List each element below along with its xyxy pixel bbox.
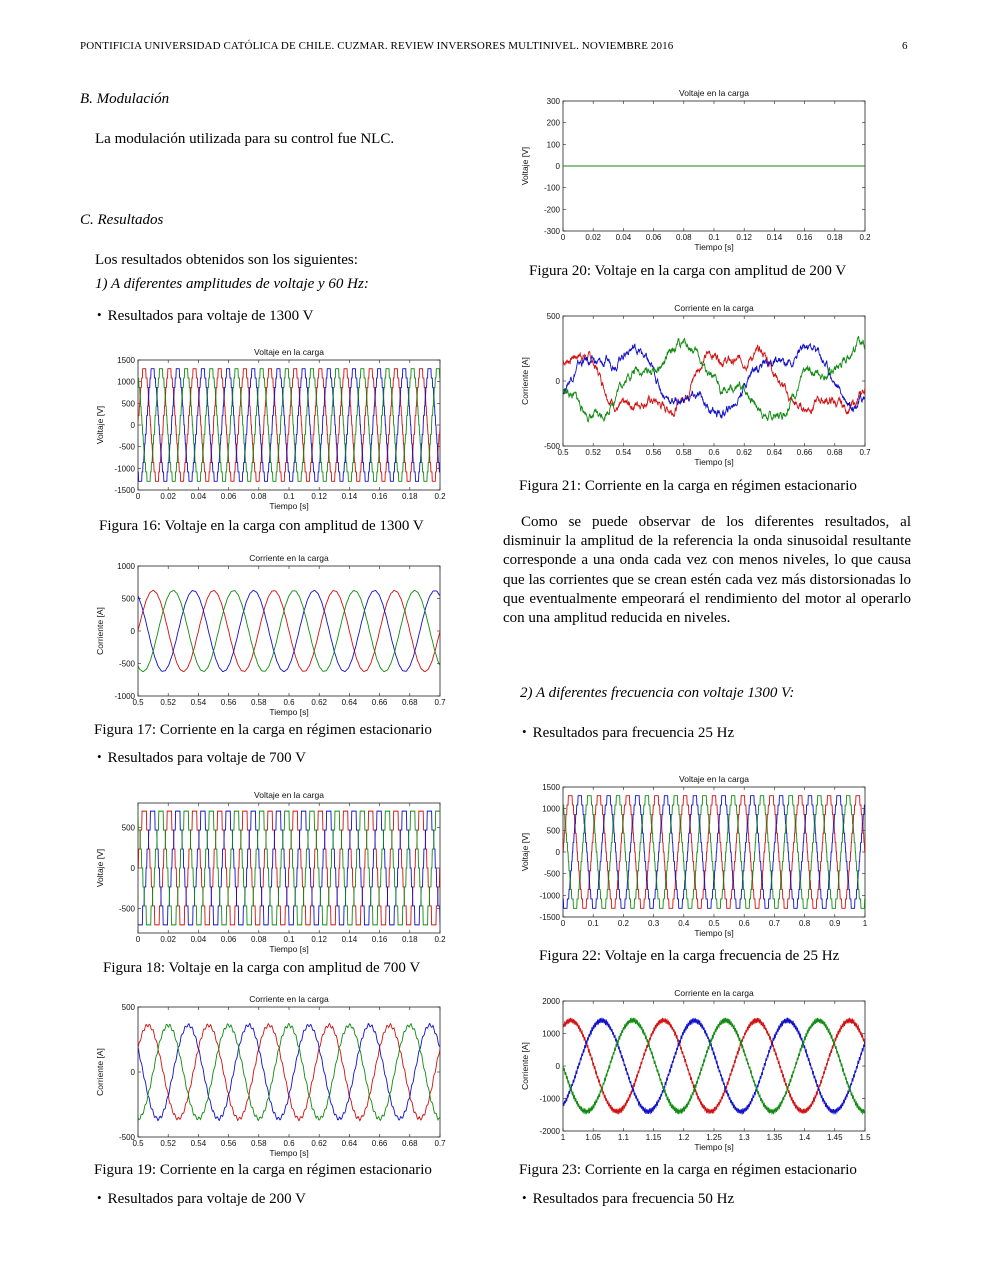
y-tick-label: -1000 — [539, 1094, 560, 1104]
chart-title: Voltaje en la carga — [679, 88, 749, 98]
x-tick-label: 0.6 — [283, 1139, 295, 1148]
x-tick-label: 0 — [135, 935, 141, 944]
caption-fig17: Figura 17: Corriente en la carga en régimen estacionario — [94, 722, 432, 738]
caption-fig16: Figura 16: Voltaje en la carga con amplitud de 1300 V — [99, 518, 424, 534]
x-tick-label: 0.7 — [768, 919, 780, 928]
plot-frame — [563, 316, 865, 446]
x-tick-label: 0.56 — [645, 448, 662, 457]
y-tick-label: 2000 — [542, 997, 560, 1006]
caption-fig22: Figura 22: Voltaje en la carga frecuencia de 25 Hz — [539, 948, 840, 964]
chart-title: Corriente en la carga — [249, 994, 329, 1004]
x-tick-label: 0.16 — [371, 492, 388, 501]
y-tick-label: -1000 — [114, 464, 135, 474]
y-tick-label: 500 — [546, 826, 560, 836]
y-axis-label: Voltaje [V] — [520, 832, 530, 872]
caption-fig23: Figura 23: Corriente en la carga en régimen estacionario — [519, 1162, 857, 1178]
x-tick-label: 0.5 — [557, 448, 569, 457]
y-tick-label: 1000 — [117, 377, 135, 387]
y-axis-label: Voltaje [V] — [95, 405, 105, 445]
x-tick-label: 0.1 — [587, 919, 599, 928]
x-tick-label: 0.52 — [585, 448, 601, 457]
plot-frame — [563, 787, 865, 917]
x-tick-label: 0.08 — [251, 492, 267, 501]
caption-fig18: Figura 18: Voltaje en la carga con amplitud de 700 V — [103, 960, 421, 976]
x-tick-label: 0.6 — [708, 448, 720, 457]
modulation-text: La modulación utilizada para su control fue NLC. — [95, 131, 395, 147]
y-tick-label: 300 — [546, 97, 560, 106]
y-tick-label: 0 — [130, 421, 135, 430]
x-tick-label: 0.7 — [859, 448, 871, 457]
chart-title: Corriente en la carga — [249, 553, 329, 563]
x-tick-label: 0.66 — [796, 448, 813, 457]
x-tick-label: 0.2 — [434, 492, 446, 501]
bullet-1300v: • Resultados para voltaje de 1300 V — [97, 308, 314, 325]
y-tick-label: 500 — [121, 823, 135, 833]
x-tick-label: 0.6 — [738, 919, 750, 928]
x-tick-label: 0.08 — [676, 233, 692, 242]
x-tick-label: 0.06 — [645, 233, 662, 242]
x-tick-label: 0.6 — [283, 698, 295, 707]
x-tick-label: 0 — [560, 233, 566, 242]
x-axis-label: Tiempo [s] — [269, 1148, 309, 1158]
y-axis-label: Corriente [A] — [520, 1042, 530, 1090]
x-tick-label: 0.52 — [160, 698, 176, 707]
y-tick-label: 500 — [546, 312, 560, 321]
x-tick-label: 0.54 — [190, 1139, 207, 1148]
x-axis-label: Tiempo [s] — [694, 457, 734, 467]
section-b-heading: B. Modulación — [80, 91, 170, 107]
x-tick-label: 0.68 — [402, 1139, 418, 1148]
figure-17 — [95, 549, 455, 715]
x-tick-label: 0.14 — [341, 935, 358, 944]
x-tick-label: 0.52 — [160, 1139, 176, 1148]
x-tick-label: 0.54 — [190, 698, 207, 707]
x-tick-label: 0.58 — [676, 448, 692, 457]
x-tick-label: 1.4 — [799, 1133, 811, 1142]
y-tick-label: 0 — [130, 627, 135, 636]
x-tick-label: 0.1 — [708, 233, 720, 242]
y-tick-label: 100 — [546, 140, 560, 150]
x-tick-label: 0.04 — [190, 935, 207, 944]
y-tick-label: 1500 — [117, 356, 135, 365]
x-tick-label: 0.62 — [311, 698, 327, 707]
y-tick-label: 1000 — [117, 562, 135, 571]
x-tick-label: 0.12 — [736, 233, 752, 242]
y-tick-label: -500 — [543, 869, 560, 879]
caption-fig20: Figura 20: Voltaje en la carga con amplitud de 200 V — [529, 263, 847, 279]
x-tick-label: 0.02 — [160, 492, 176, 501]
x-axis-label: Tiempo [s] — [269, 707, 309, 717]
section-c-heading: C. Resultados — [80, 212, 164, 228]
x-tick-label: 0 — [135, 492, 141, 501]
y-axis-label: Corriente [A] — [520, 357, 530, 405]
x-tick-label: 0.04 — [190, 492, 207, 501]
x-axis-label: Tiempo [s] — [269, 501, 309, 511]
chart-title: Voltaje en la carga — [254, 347, 324, 357]
y-tick-label: -500 — [118, 659, 135, 669]
y-tick-label: 0 — [555, 377, 560, 386]
x-tick-label: 0.66 — [371, 1139, 388, 1148]
bullet-700v: • Resultados para voltaje de 700 V — [97, 750, 306, 767]
chart-title: Corriente en la carga — [674, 988, 754, 998]
y-axis-label: Voltaje [V] — [95, 848, 105, 888]
discussion-paragraph: Como se puede observar de los diferentes resultados, al disminuir la amplitud de la referencia la onda sinusoidal resultante corresponde a una onda cada vez con menos niveles, lo que causa que las corrientes que se crean estén cada vez más distorsionadas lo que eventualmente empeorará el rendimiento del motor al operarlo con una amplitud reducida en niveles. — [503, 514, 911, 627]
x-tick-label: 1.5 — [859, 1133, 871, 1142]
x-tick-label: 1.35 — [766, 1133, 783, 1142]
x-axis-label: Tiempo [s] — [269, 944, 309, 954]
x-tick-label: 0.68 — [827, 448, 843, 457]
y-tick-label: -500 — [118, 904, 135, 914]
x-tick-label: 0.18 — [402, 935, 418, 944]
x-tick-label: 1.25 — [706, 1133, 722, 1142]
x-tick-label: 0.5 — [708, 919, 720, 928]
y-tick-label: 1500 — [542, 783, 560, 792]
caption-fig21: Figura 21: Corriente en la carga en régimen estacionario — [519, 478, 857, 494]
figure-16 — [95, 343, 455, 509]
x-tick-label: 0.08 — [251, 935, 267, 944]
y-tick-label: 1000 — [542, 1029, 560, 1039]
x-tick-label: 0.2 — [859, 233, 871, 242]
figure-18 — [95, 786, 455, 952]
figure-22 — [520, 770, 880, 936]
x-tick-label: 0.06 — [220, 935, 237, 944]
x-tick-label: 0.56 — [220, 1139, 237, 1148]
running-header: PONTIFICIA UNIVERSIDAD CATÓLICA DE CHILE. CUZMAR. REVIEW INVERSORES MULTINIVEL. NOVIEMBRE 2016 — [80, 40, 674, 52]
y-tick-label: 0 — [555, 162, 560, 171]
x-tick-label: 0.58 — [251, 698, 267, 707]
x-tick-label: 1.2 — [678, 1133, 690, 1142]
y-axis-label: Voltaje [V] — [520, 146, 530, 186]
y-tick-label: -200 — [543, 205, 560, 215]
x-tick-label: 0.16 — [796, 233, 813, 242]
x-tick-label: 1.3 — [738, 1133, 750, 1142]
x-tick-label: 0.1 — [283, 935, 295, 944]
chart-title: Voltaje en la carga — [254, 790, 324, 800]
x-tick-label: 1.1 — [617, 1133, 629, 1142]
y-tick-label: 200 — [546, 118, 560, 128]
x-tick-label: 0.56 — [220, 698, 237, 707]
x-tick-label: 1.05 — [585, 1133, 601, 1142]
x-tick-label: 0.7 — [434, 1139, 446, 1148]
y-tick-label: -1000 — [114, 692, 135, 701]
x-tick-label: 0.5 — [132, 698, 144, 707]
x-tick-label: 1.15 — [645, 1133, 662, 1142]
y-tick-label: -100 — [543, 183, 560, 193]
x-tick-label: 0.68 — [402, 698, 418, 707]
x-tick-label: 0.4 — [678, 919, 690, 928]
page-number: 6 — [902, 40, 908, 52]
x-tick-label: 0.18 — [402, 492, 418, 501]
chart-title: Voltaje en la carga — [679, 774, 749, 784]
y-tick-label: 0 — [130, 1068, 135, 1077]
x-tick-label: 0.66 — [371, 698, 388, 707]
y-tick-label: 1000 — [542, 804, 560, 814]
x-tick-label: 0.5 — [132, 1139, 144, 1148]
x-tick-label: 0.62 — [311, 1139, 327, 1148]
results-intro: Los resultados obtenidos son los siguientes: — [95, 252, 358, 268]
y-tick-label: -500 — [118, 442, 135, 452]
y-tick-label: -2000 — [539, 1127, 560, 1136]
x-tick-label: 0.8 — [799, 919, 811, 928]
y-tick-label: -1500 — [114, 486, 135, 495]
y-tick-label: 0 — [130, 864, 135, 873]
figure-21 — [520, 299, 880, 465]
bullet-50hz: • Resultados para frecuencia 50 Hz — [522, 1191, 734, 1208]
subsection-1-heading: 1) A diferentes amplitudes de voltaje y 60 Hz: — [95, 276, 369, 292]
x-tick-label: 0.62 — [736, 448, 752, 457]
bullet-200v: • Resultados para voltaje de 200 V — [97, 1191, 306, 1208]
y-tick-label: -500 — [118, 1133, 135, 1142]
y-tick-label: 0 — [555, 1062, 560, 1071]
x-tick-label: 0.3 — [648, 919, 660, 928]
figure-23 — [520, 984, 880, 1150]
y-axis-label: Corriente [A] — [95, 1048, 105, 1096]
y-tick-label: -500 — [543, 442, 560, 451]
y-tick-label: 500 — [121, 1003, 135, 1012]
x-tick-label: 1.45 — [827, 1133, 843, 1142]
figure-19 — [95, 990, 455, 1156]
x-tick-label: 0.64 — [341, 698, 358, 707]
x-tick-label: 1 — [560, 1133, 566, 1142]
subsection-2-heading: 2) A diferentes frecuencia con voltaje 1300 V: — [520, 685, 795, 701]
y-tick-label: 500 — [121, 399, 135, 409]
x-tick-label: 0.04 — [615, 233, 632, 242]
x-tick-label: 0.12 — [311, 935, 327, 944]
x-tick-label: 0.14 — [341, 492, 358, 501]
x-axis-label: Tiempo [s] — [694, 242, 734, 252]
y-axis-label: Corriente [A] — [95, 607, 105, 655]
x-tick-label: 0.16 — [371, 935, 388, 944]
x-tick-label: 0.02 — [160, 935, 176, 944]
figure-20 — [520, 84, 880, 250]
y-tick-label: 500 — [121, 594, 135, 604]
x-tick-label: 0.64 — [766, 448, 783, 457]
x-tick-label: 1 — [862, 919, 868, 928]
x-tick-label: 0.7 — [434, 698, 446, 707]
bullet-25hz: • Resultados para frecuencia 25 Hz — [522, 725, 734, 742]
x-tick-label: 0.2 — [434, 935, 446, 944]
x-tick-label: 0.12 — [311, 492, 327, 501]
x-tick-label: 0.9 — [829, 919, 841, 928]
y-tick-label: -1500 — [539, 913, 560, 922]
x-tick-label: 0.1 — [283, 492, 295, 501]
x-tick-label: 0.14 — [766, 233, 783, 242]
x-tick-label: 0.54 — [615, 448, 632, 457]
x-tick-label: 0.18 — [827, 233, 843, 242]
y-tick-label: 0 — [555, 848, 560, 857]
x-tick-label: 0.02 — [585, 233, 601, 242]
x-tick-label: 0.58 — [251, 1139, 267, 1148]
x-tick-label: 0.06 — [220, 492, 237, 501]
y-tick-label: -1000 — [539, 891, 560, 901]
x-tick-label: 0 — [560, 919, 566, 928]
x-axis-label: Tiempo [s] — [694, 1142, 734, 1152]
x-tick-label: 0.2 — [617, 919, 629, 928]
x-axis-label: Tiempo [s] — [694, 928, 734, 938]
y-tick-label: -300 — [543, 227, 560, 236]
x-tick-label: 0.64 — [341, 1139, 358, 1148]
chart-title: Corriente en la carga — [674, 303, 754, 313]
caption-fig19: Figura 19: Corriente en la carga en régimen estacionario — [94, 1162, 432, 1178]
